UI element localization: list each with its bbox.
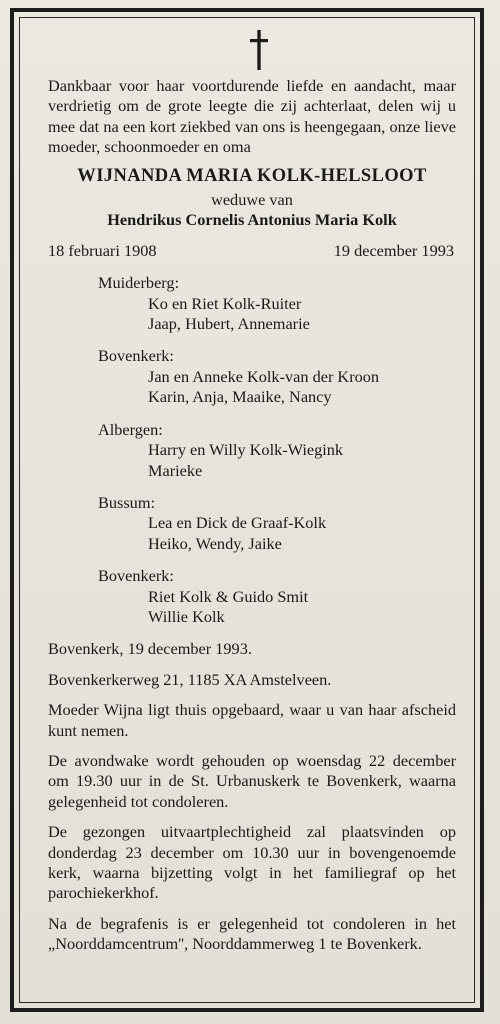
announcement-content	[48, 30, 456, 965]
family-member: Riet Kolk & Guido Smit	[148, 586, 309, 606]
details-paragraphs	[48, 700, 456, 954]
family-place: Muiderberg:	[98, 273, 180, 293]
cross-icon	[249, 30, 269, 70]
deceased-name: WIJNANDA MARIA KOLK-HELSLOOT	[77, 165, 427, 186]
detail-paragraph: De gezongen uitvaartplechtigheid zal plaatsvinden op donderdag 23 december om 10.30 uur in bovengenoemde kerk, waarna bijzetting volgt in het familiegraf op het parochiekerkhof.	[48, 822, 456, 903]
detail-paragraph: De avondwake wordt gehouden op woensdag 22 december om 19.30 uur in de St. Urbanuskerk te Bovenkerk, waarna gelegenheid tot condoleren.	[48, 750, 456, 811]
place-date: Bovenkerk, 19 december 1993.	[48, 639, 252, 659]
family-member: Jan en Anneke Kolk-van der Kroon	[148, 366, 380, 386]
family-member: Lea en Dick de Graaf-Kolk	[148, 513, 327, 533]
family-place: Bovenkerk:	[98, 566, 174, 586]
family-group	[98, 273, 456, 334]
family-place: Bovenkerk:	[98, 346, 174, 366]
widow-of-label: weduwe van	[211, 190, 293, 210]
family-member: Harry en Willy Kolk-Wiegink	[148, 440, 344, 460]
death-date: 19 december 1993	[333, 240, 454, 260]
family-member: Heiko, Wendy, Jaike	[148, 533, 282, 553]
family-group	[98, 346, 456, 407]
family-member: Karin, Anja, Maaike, Nancy	[148, 387, 332, 407]
family-group	[98, 566, 456, 627]
family-member: Willie Kolk	[148, 606, 225, 626]
spouse-name: Hendrikus Cornelis Antonius Maria Kolk	[107, 210, 397, 230]
family-member: Ko en Riet Kolk-Ruiter	[148, 293, 302, 313]
family-member: Jaap, Hubert, Annemarie	[148, 314, 310, 334]
family-place: Bussum:	[98, 492, 156, 512]
family-member: Marieke	[148, 460, 203, 480]
life-dates	[48, 241, 456, 261]
family-group	[98, 493, 456, 554]
family-place: Albergen:	[98, 419, 163, 439]
address: Bovenkerkerweg 21, 1185 XA Amstelveen.	[48, 669, 332, 689]
intro-text: Dankbaar voor haar voortdurende liefde en aandacht, maar verdrietig om de grote leegte die zij achterlaat, delen wij u mee dat na een kort ziekbed van ons is heengegaan, onze lieve moeder, schoonmoeder en oma	[48, 76, 456, 157]
family-group	[98, 420, 456, 481]
detail-paragraph: Moeder Wijna ligt thuis opgebaard, waar u van haar afscheid kunt nemen.	[48, 700, 456, 740]
detail-paragraph: Na de begrafenis is er gelegenheid tot condoleren in het „Noorddamcentrum'', Noorddammerweg 1 te Bovenkerk.	[48, 913, 456, 954]
family-list	[48, 273, 456, 627]
birth-date: 18 februari 1908	[48, 240, 157, 260]
